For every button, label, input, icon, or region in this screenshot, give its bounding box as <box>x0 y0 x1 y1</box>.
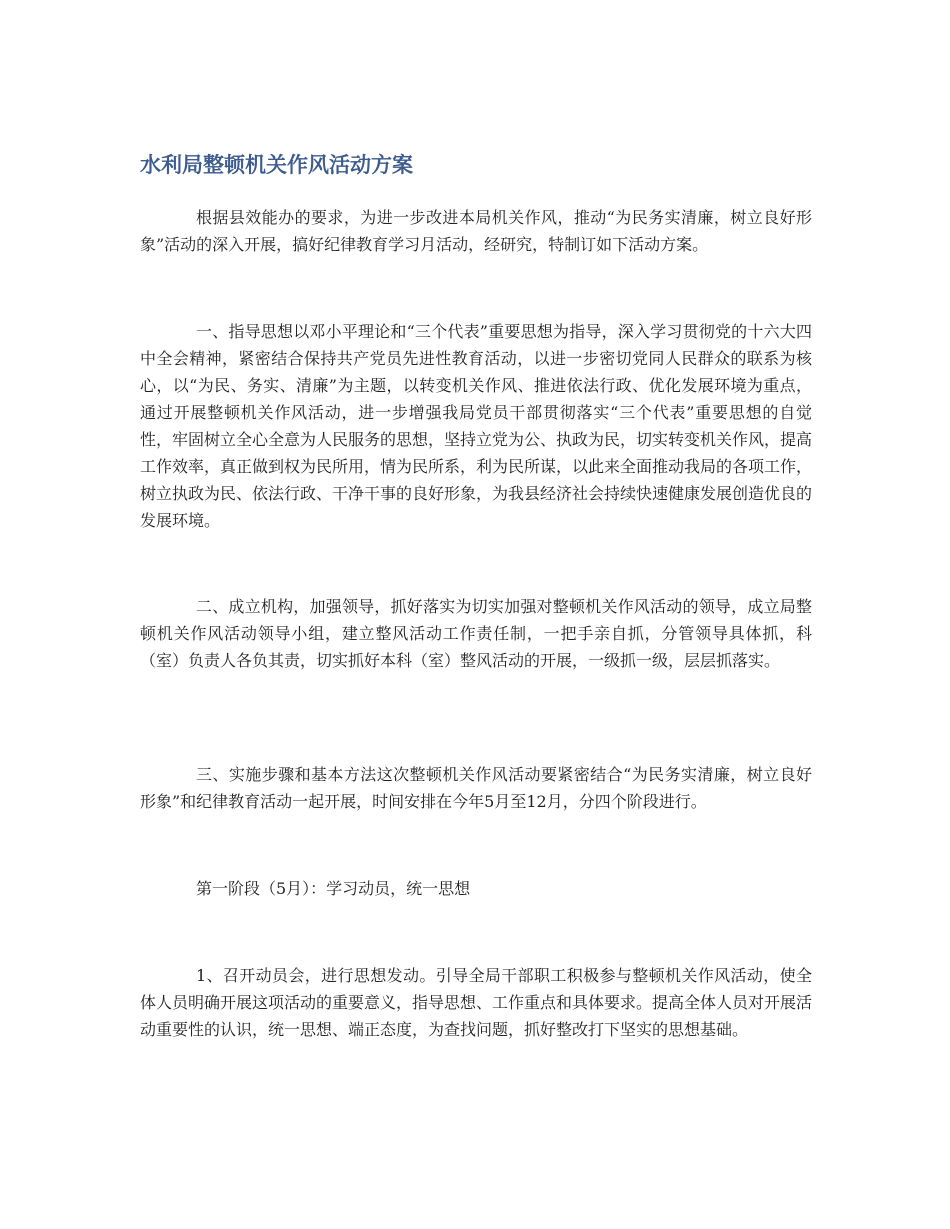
section-organization-paragraph: 二、成立机构，加强领导，抓好落实为切实加强对整顿机关作风活动的领导，成立局整顿机关作风活动领导小组，建立整风活动工作责任制，一把手亲自抓，分管领导具体抓，科（室）负责人各负其责，切实抓好本科（室）整风活动的开展，一级抓一级，层层抓落实。 <box>140 597 812 670</box>
section-guiding-ideology-paragraph: 一、指导思想以邓小平理论和“三个代表”重要思想为指导，深入学习贯彻党的十六大四中全会精神，紧密结合保持共产党员先进性教育活动，以进一步密切党同人民群众的联系为核心，以“为民、务实、清廉”为主题，以转变机关作风、推进依法行政、优化发展环境为重点，通过开展整顿机关作风活动，进一步增强我局党员干部贯彻落实“三个代表”重要思想的自觉性，牢固树立全心全意为人民服务的思想，坚持立党为公、执政为民，切实转变机关作风，提高工作效率，真正做到权为民所用，情为民所系，利为民所谋，以此来全面推动我局的各项工作，树立执政为民、依法行政、干净干事的良好形象，为我县经济社会持续快速健康发展创造优良的发展环境。 <box>140 322 813 530</box>
document-title: 水利局整顿机关作风活动方案 <box>140 153 413 177</box>
stage-one-item-paragraph: 1、召开动员会，进行思想发动。引导全局干部职工积极参与整顿机关作风活动，使全体人员明确开展这项活动的重要意义，指导思想、工作重点和具体要求。提高全体人员对开展活动重要性的认识，统一思想、端正态度，为查找问题，抓好整改打下坚实的思想基础。 <box>140 966 813 1039</box>
stage-one-heading: 第一阶段（5月）：学习动员，统一思想 <box>196 879 471 898</box>
intro-paragraph: 根据县效能办的要求，为进一步改进本局机关作风，推动“为民务实清廉，树立良好形象”活动的深入开展，搞好纪律教育学习月活动，经研究，特制订如下活动方案。 <box>140 208 812 254</box>
section-implementation-steps-paragraph: 三、实施步骤和基本方法这次整顿机关作风活动要紧密结合“为民务实清廉，树立良好形象”和纪律教育活动一起开展，时间安排在今年5月至12月，分四个阶段进行。 <box>140 765 812 811</box>
